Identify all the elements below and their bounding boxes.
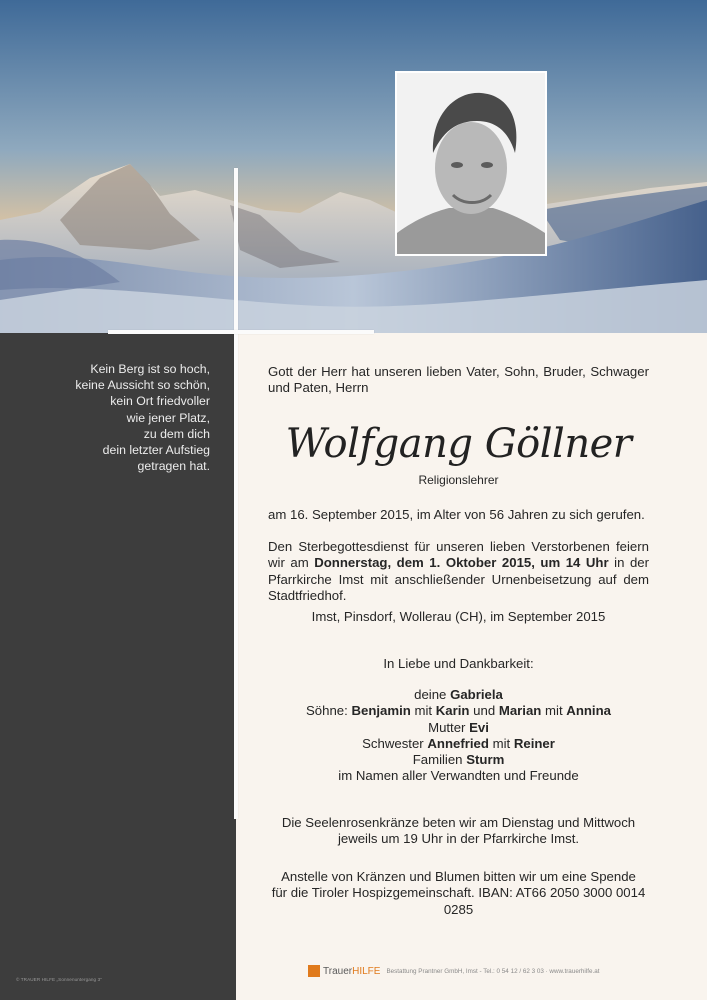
mourner-connector: und (473, 703, 496, 719)
mourner-relation: Familien (412, 752, 463, 768)
poem-line: keine Aussicht so schön, (75, 378, 210, 393)
mourner-relation: Söhne: (305, 703, 348, 719)
mourner-line (268, 752, 649, 768)
mourner-name: Marian (498, 703, 542, 719)
service-tail: in der Pfarrkirche Imst mit anschließender Urnenbeisetzung auf dem Stadtfriedhof. (268, 555, 649, 603)
place-and-date: Imst, Pinsdorf, Wollerau (CH), im September 2015 (311, 609, 606, 624)
mourner-name: Benjamin (351, 703, 411, 719)
mourner-connector: mit (492, 735, 511, 751)
logo-text-hilfe: HILFE (352, 965, 381, 977)
mourner-line (268, 703, 649, 719)
poem (20, 361, 210, 474)
mourner-connector: mit (545, 703, 563, 719)
intro-paragraph: Gott der Herr hat unseren lieben Vater, Sohn, Bruder, Schwager und Paten, Herrn (268, 364, 649, 396)
portrait-photo (395, 71, 547, 256)
rosary-notice: Die Seelenrosenkränze beten wir am Dienstag und Mittwoch jeweils um 19 Uhr in der Pfarrkirche Imst. (281, 815, 636, 847)
thanks-heading: In Liebe und Dankbarkeit: (383, 656, 534, 671)
mourner-relation: Schwester (362, 735, 424, 751)
poem-line: wie jener Platz, (126, 410, 210, 425)
donation-line: für die Tiroler Hospizgemeinschaft. IBAN: AT66 2050 3000 0014 0285 (271, 885, 646, 917)
mourner-name: Gabriela (450, 687, 503, 702)
mourner-line (268, 736, 649, 752)
mourner-line (268, 687, 649, 703)
mountain-landscape-image (0, 0, 707, 333)
logo-text-trauer: Trauer (323, 965, 353, 977)
mourner-name: Annina (566, 703, 611, 719)
donation-line: Anstelle von Kränzen und Blumen bitten wir um eine Spende (281, 869, 636, 884)
footer-contact: Bestattung Prantner GmbH, Imst - Tel.: 0 54 12 / 62 3 03 · www.trauerhilfe.at (386, 967, 600, 975)
service-date: Donnerstag, dem 1. Oktober 2015, um 14 Uhr (314, 555, 609, 571)
service-lead: Den Sterbegottesdienst für unseren lieben Verstorbenen feiern wir am (268, 539, 649, 571)
image-credit: © TRAUER HILFE „Sonnenuntergang 3“ (16, 977, 102, 982)
poem-line: getragen hat. (137, 459, 210, 474)
death-statement: am 16. September 2015, im Alter von 56 Jahren zu sich gerufen. (268, 507, 645, 522)
mourners-list (268, 687, 649, 785)
cross-vertical-bar (234, 168, 238, 819)
mourner-line (268, 720, 649, 736)
mourner-name: Evi (469, 719, 489, 735)
cross-horizontal-bar (108, 330, 374, 334)
mourner-relation: deine (414, 687, 447, 702)
deceased-name: Wolfgang Göllner (285, 421, 632, 467)
footer (308, 963, 599, 979)
poem-line: kein Ort friedvoller (110, 394, 210, 409)
poem-line: Kein Berg ist so hoch, (90, 362, 210, 376)
donation-notice (268, 869, 649, 918)
occupation: Religionslehrer (418, 473, 499, 487)
poem-line: dein letzter Aufstieg (102, 443, 210, 458)
service-paragraph (268, 539, 649, 604)
left-sidebar (0, 333, 236, 1000)
mourner-line: im Namen aller Verwandten und Freunde (338, 768, 579, 784)
mourner-name: Sturm (466, 752, 505, 768)
trauerhilfe-logo-icon (308, 965, 320, 977)
mourner-name: Reiner (513, 735, 555, 751)
poem-line: zu dem dich (143, 426, 210, 441)
mourner-relation: Mutter (428, 719, 466, 735)
mourner-connector: mit (414, 703, 433, 719)
mourner-name: Karin (435, 703, 470, 719)
mourner-name: Annefried (427, 735, 489, 751)
